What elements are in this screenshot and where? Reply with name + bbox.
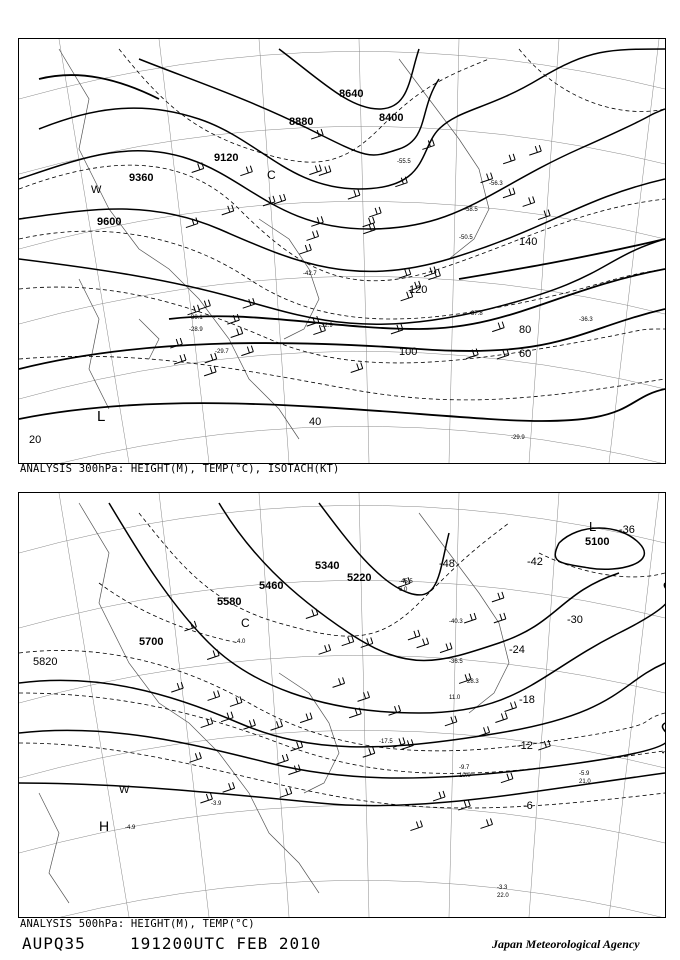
obs-temp: -9.7 <box>459 765 470 771</box>
wind-barb <box>369 207 381 217</box>
wind-barb <box>189 752 201 762</box>
wind-barb <box>274 194 286 204</box>
temp-label: -24 <box>509 644 525 656</box>
obs-temp: -36.3 <box>579 317 593 323</box>
wind-barb <box>342 636 354 646</box>
isotach-label: 60 <box>519 348 532 360</box>
wind-barb <box>349 708 361 718</box>
contour-labels <box>29 88 593 446</box>
obs-temp: -3.3 <box>497 885 508 891</box>
wind-barb <box>529 145 541 155</box>
isotachs <box>19 75 665 421</box>
temp-label: -12 <box>517 740 533 752</box>
wind-barb <box>351 363 363 373</box>
map-300hpa <box>18 38 666 464</box>
isotherms <box>19 513 665 808</box>
obs-temp: -50.5 <box>459 235 473 241</box>
temp-label: -6 <box>523 800 533 812</box>
pressure-system-label: L <box>589 519 597 534</box>
wind-barb <box>171 682 183 692</box>
pressure-system-label: H <box>99 818 110 834</box>
obs-value: 4.0 <box>237 639 246 645</box>
wind-barbs <box>170 129 550 376</box>
obs-temp: -39.1 <box>189 315 203 321</box>
height-label: 5340 <box>315 560 340 572</box>
temp-label: -36 <box>619 524 635 536</box>
wind-barb <box>192 162 204 172</box>
wind-barb <box>492 592 504 602</box>
isotach-label: 40 <box>309 416 322 428</box>
obs-temp: -45.5 <box>399 579 413 585</box>
obs-temp: -55.5 <box>397 159 411 165</box>
wind-barb <box>198 300 210 310</box>
obs-value: 6.0 <box>399 587 408 593</box>
pressure-system-label: C <box>267 168 276 182</box>
wind-barb <box>207 650 219 660</box>
wind-barb <box>492 322 504 332</box>
agency-name: Japan Meteorological Agency <box>492 937 640 951</box>
wind-barb <box>480 818 492 828</box>
lat-lon-grid <box>19 39 665 463</box>
obs-temp: -42.7 <box>303 271 317 277</box>
wind-barb <box>503 154 515 164</box>
temp-label: -48 <box>439 558 455 570</box>
caption-300hpa: ANALYSIS 300hPa: HEIGHT(M), TEMP(°C), ISOTACH(KT) <box>20 463 340 475</box>
wind-barb <box>458 800 470 810</box>
product-code: AUPQ35 <box>22 934 86 953</box>
obs-temp: -29.9 <box>511 435 525 441</box>
height-label: 5580 <box>217 596 242 608</box>
valid-time: 191200UTC FEB 2010 <box>130 934 322 953</box>
isotach-label: 120 <box>409 284 428 296</box>
wind-barb <box>208 690 220 700</box>
obs-temp: -58.5 <box>464 207 478 213</box>
contour-labels <box>33 519 635 899</box>
height-label: 5220 <box>347 572 372 584</box>
obs-value: 22.0 <box>497 893 509 899</box>
pressure-system-label: L <box>97 408 106 425</box>
temp-label: -30 <box>567 614 583 626</box>
wind-barb <box>445 716 457 726</box>
wind-barb <box>174 354 186 364</box>
obs-temp: -37.8 <box>469 311 483 317</box>
wind-barb <box>495 712 507 722</box>
wind-barb <box>307 230 319 240</box>
height-label: 8400 <box>379 112 404 124</box>
wind-barb <box>306 608 318 618</box>
wind-barb <box>538 740 550 750</box>
wind-barb <box>433 791 445 801</box>
obs-temp: -29.7 <box>215 349 229 355</box>
wind-barb <box>408 630 420 640</box>
wind-barb <box>243 719 255 729</box>
pressure-system-label: W <box>91 184 102 196</box>
height-label: 5700 <box>139 636 164 648</box>
wind-barb <box>186 218 198 228</box>
wind-barb <box>280 787 292 797</box>
height-label: 5820 <box>33 656 58 668</box>
height-label: 8640 <box>339 88 364 100</box>
wind-barb <box>523 196 535 206</box>
isotach-label: 100 <box>399 346 418 358</box>
obs-temp: -28.3 <box>465 679 479 685</box>
obs-temp: -40.3 <box>449 619 463 625</box>
caption-500hpa: ANALYSIS 500hPa: HEIGHT(M), TEMP(°C) <box>20 918 255 930</box>
wind-barb <box>501 773 513 783</box>
wind-barb <box>410 821 422 831</box>
obs-temp: -17.5 <box>379 739 393 745</box>
wind-barb <box>222 205 234 215</box>
obs-temp: -3.9 <box>211 801 222 807</box>
wind-barb <box>503 188 515 198</box>
wind-barb <box>300 713 312 723</box>
pressure-system-label: C <box>241 616 250 630</box>
isotach-label: 140 <box>519 236 538 248</box>
height-contours <box>19 503 665 806</box>
height-label: 9360 <box>129 172 154 184</box>
obs-temp: -4.9 <box>125 825 136 831</box>
height-label: 9600 <box>97 216 122 228</box>
wind-barb <box>241 346 253 356</box>
wind-barb <box>201 718 213 728</box>
wind-barbs <box>171 577 550 830</box>
isotach-label: 20 <box>29 434 42 446</box>
coastline <box>59 49 489 439</box>
obs-temp: -32.9 <box>319 323 333 329</box>
wind-barb <box>417 638 429 648</box>
obs-temp: -36.5 <box>449 659 463 665</box>
wind-barb <box>184 621 196 631</box>
temp-label: -42 <box>527 556 543 568</box>
wind-barb <box>309 165 321 175</box>
isotach-label: 80 <box>519 324 532 336</box>
wind-barb <box>363 217 375 227</box>
obs-value: 21.0 <box>579 779 591 785</box>
height-label: 9120 <box>214 152 239 164</box>
wind-barb <box>358 691 370 701</box>
wind-barb <box>230 696 242 706</box>
wind-barb <box>271 720 283 730</box>
wind-barb <box>204 366 216 376</box>
map-500hpa <box>18 492 666 918</box>
obs-temp: -56.3 <box>489 181 503 187</box>
temp-label: -18 <box>519 694 535 706</box>
wind-barb <box>440 643 452 653</box>
height-label: 5100 <box>585 536 610 548</box>
height-label: 8880 <box>289 116 314 128</box>
wind-barb <box>223 782 235 792</box>
wind-barb <box>333 677 345 687</box>
height-label: 5460 <box>259 580 284 592</box>
wind-barb <box>363 747 375 757</box>
wind-barb <box>240 166 252 176</box>
wind-barb <box>504 702 516 712</box>
wind-barb <box>291 741 303 751</box>
wind-barb <box>319 644 331 654</box>
lat-lon-grid <box>19 493 665 917</box>
wind-barb <box>231 328 243 338</box>
obs-value: 11.0 <box>449 695 461 701</box>
wind-barb <box>299 244 311 254</box>
obs-temp: -28.9 <box>189 327 203 333</box>
obs-temp: -5.9 <box>579 771 590 777</box>
wind-barb <box>389 705 401 715</box>
wind-barb <box>464 613 476 623</box>
obs-value: 10.0 <box>459 773 471 779</box>
pressure-system-label: W <box>119 784 130 796</box>
wind-barb <box>348 189 360 199</box>
